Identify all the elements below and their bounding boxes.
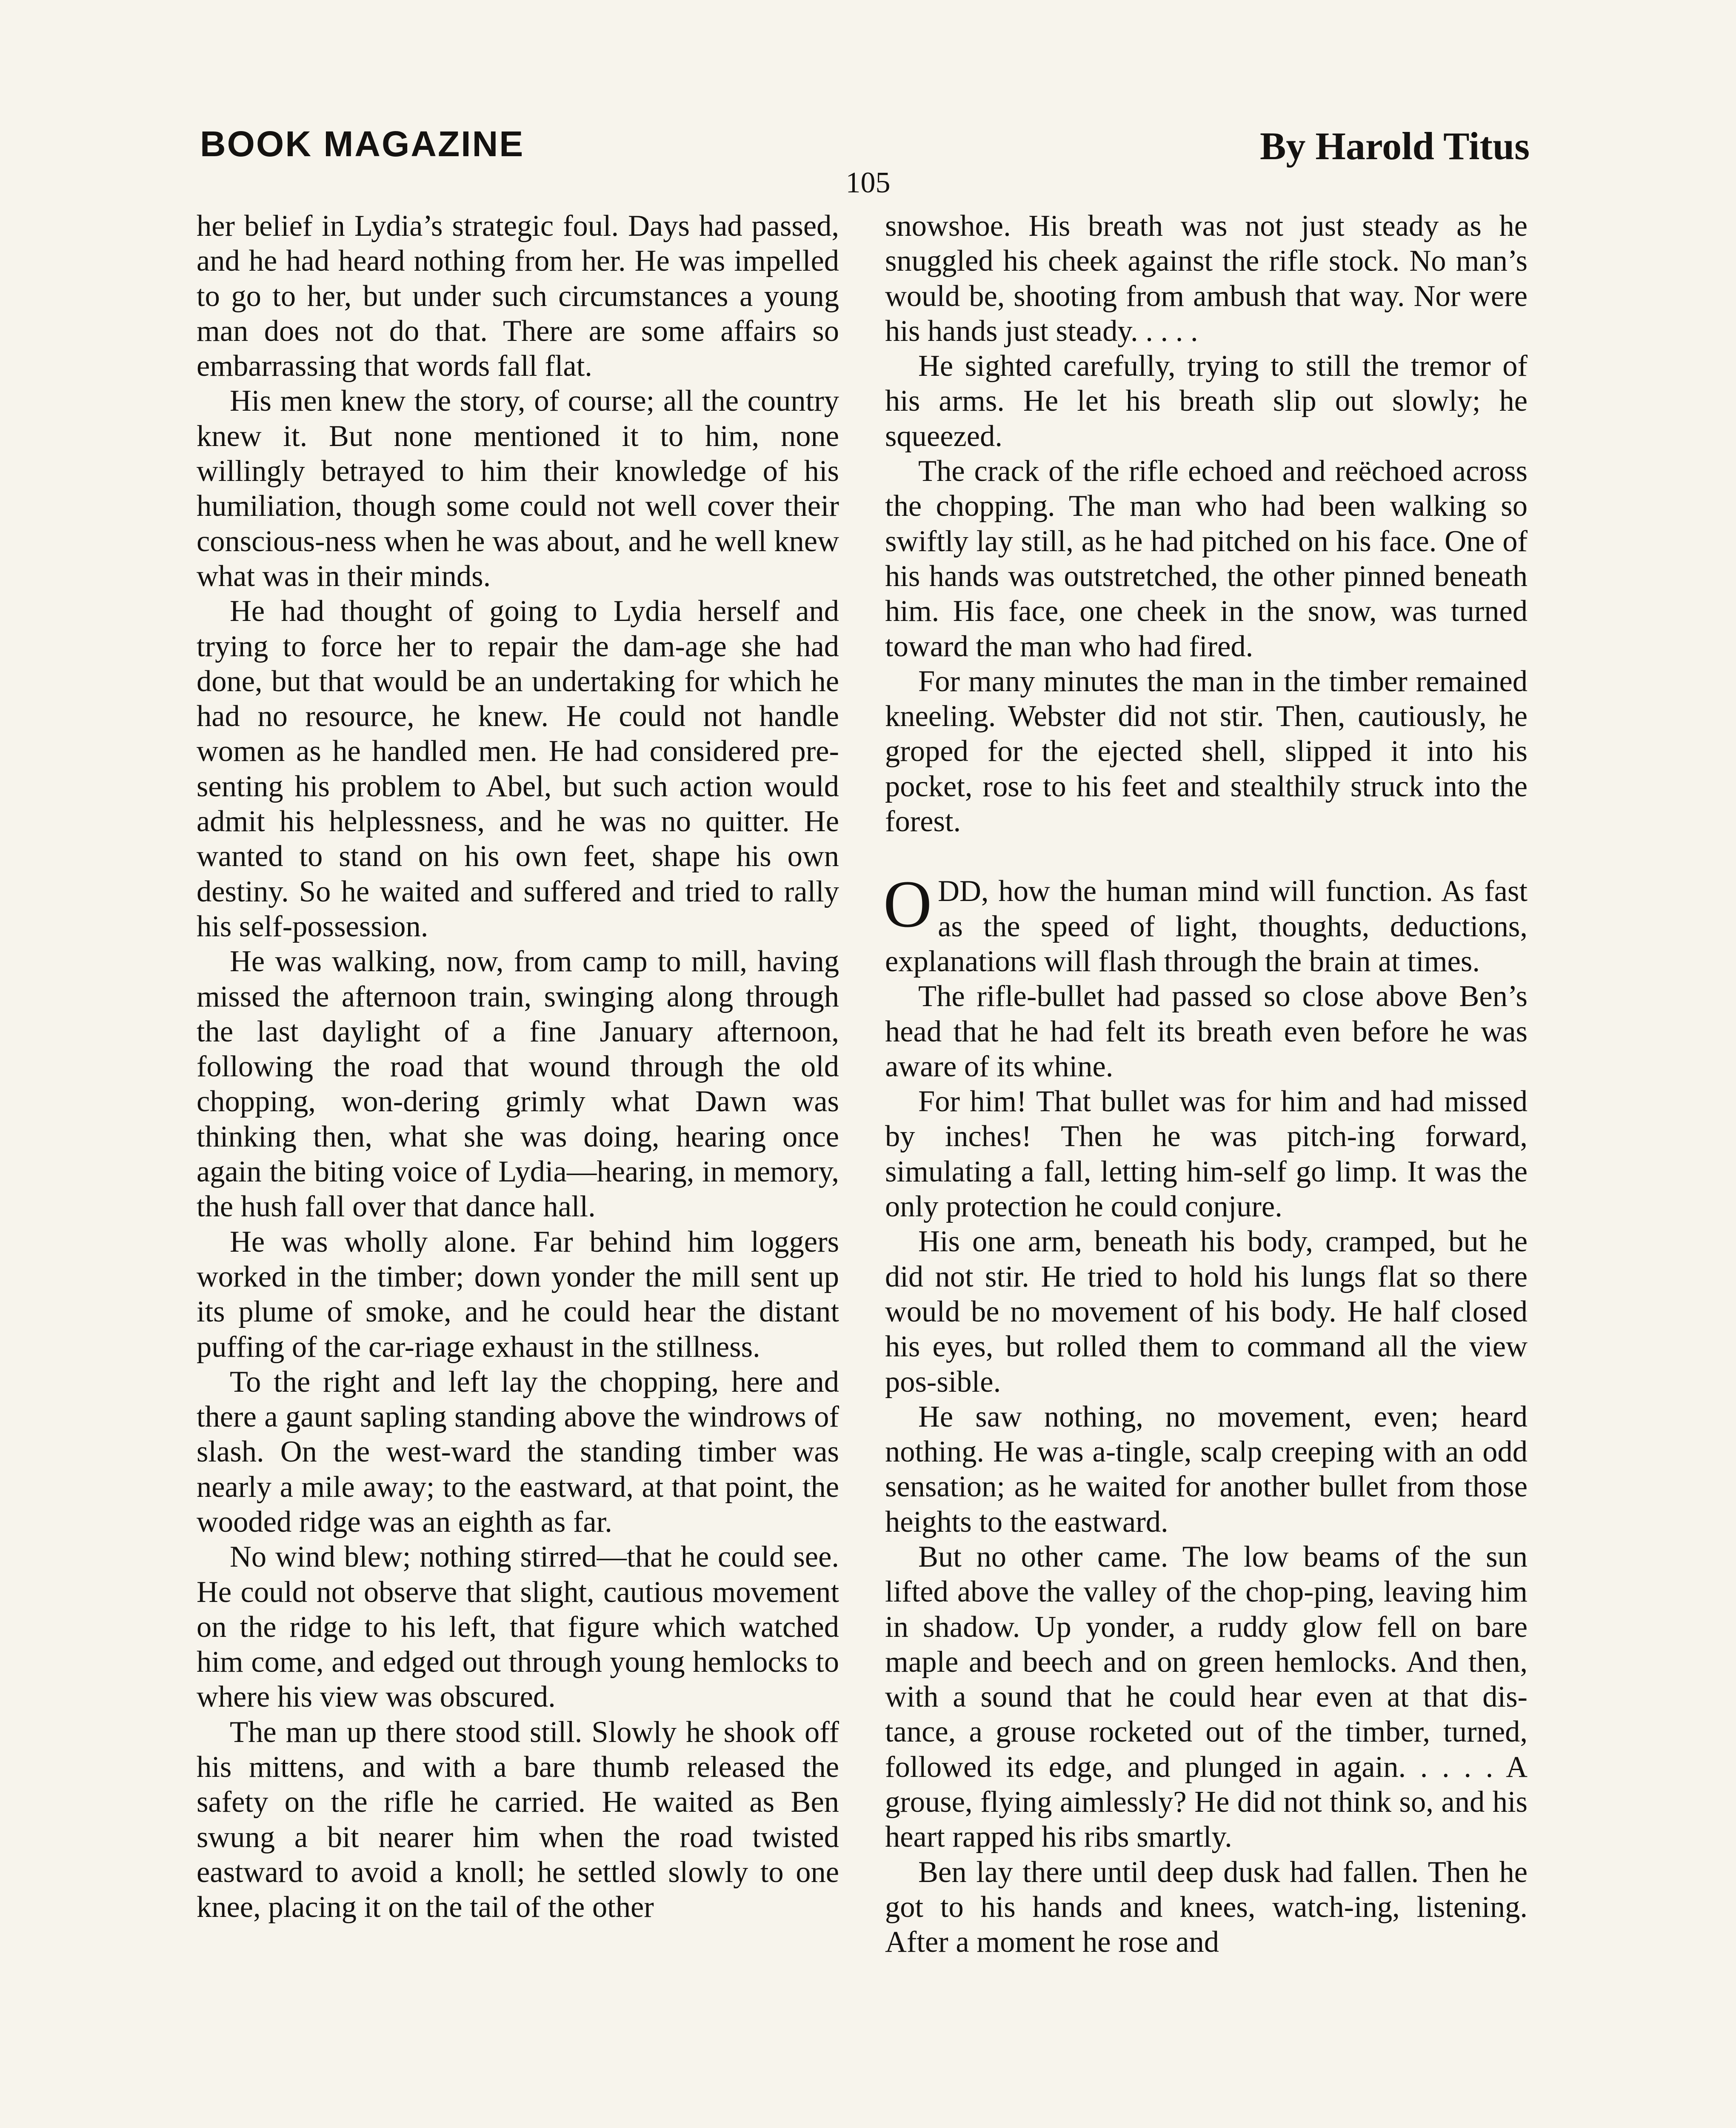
paragraph: His men knew the story, of course; all the country knew it. But none mentioned it to him, none willingly betrayed to him their knowledge of his humiliation, though some could not well cover their conscious-ness when he was about, and he well knew what was in their minds. xyxy=(197,384,839,593)
paragraph: snowshoe. His breath was not just steady as he snuggled his cheek against the rifle stock. No man’s would be, shooting from ambush that way. Nor were his hands just steady. . . . . xyxy=(885,209,1528,348)
paragraph: For many minutes the man in the timber remained kneeling. Webster did not stir. Then, cautiously, he groped for the ejected shell, slipped it into his pocket, rose to his feet and stealthily struck into the forest. xyxy=(885,664,1528,838)
paragraph: To the right and left lay the chopping, here and there a gaunt sapling standing above the windrows of slash. On the west-ward the standing timber was nearly a mile away; to the eastward, at that point, the wooded ridge was an eighth as far. xyxy=(197,1365,839,1539)
paragraph: The rifle-bullet had passed so close above Ben’s head that he had felt its breath even before he was aware of its whine. xyxy=(885,980,1528,1083)
running-head xyxy=(200,123,1530,170)
paragraph: Ben lay there until deep dusk had fallen. Then he got to his hands and knees, watch-ing, listening. After a moment he rose and xyxy=(885,1855,1528,1959)
magazine-title: BOOK MAGAZINE xyxy=(200,124,525,164)
paragraph: His one arm, beneath his body, cramped, but he did not stir. He tried to hold his lungs flat so there would be no movement of his body. He half closed his eyes, but rolled them to command all the view pos-sible. xyxy=(885,1225,1528,1399)
section-opening-paragraph xyxy=(883,867,1528,979)
paragraph: her belief in Lydia’s strategic foul. Days had passed, and he had heard nothing from her. He was impelled to go to her, but under such circumstances a young man does not do that. There are some affairs so embarrassing that words fall flat. xyxy=(197,209,839,383)
section-opening-text: DD, how the human mind will function. As fast as the speed of light, thoughts, deductions, explanations will flash through the brain at times. xyxy=(885,875,1528,978)
paragraph: He had thought of going to Lydia herself and trying to force her to repair the dam-age she had done, but that would be an undertaking for which he had no resource, he knew. He could not handle women as he handled men. He had considered pre-senting his problem to Abel, but such action would admit his helplessness, and he was no quitter. He wanted to stand on his own feet, shape his own destiny. So he waited and suffered and tried to rally his self-possession. xyxy=(197,595,839,943)
paragraph: But no other came. The low beams of the sun lifted above the valley of the chop-ping, leaving him in shadow. Up yonder, a ruddy glow fell on bare maple and beech and on green hemlocks. And then, with a sound that he could hear even at that dis-tance, a grouse rocketed out of the timber, turned, followed its edge, and plunged in again. . . . . A grouse, flying aimlessly? He did not think so, and his heart rapped his ribs smartly. xyxy=(885,1540,1528,1854)
paragraph: No wind blew; nothing stirred—that he could see. He could not observe that slight, cautious movement on the ridge to his left, that figure which watched him come, and edged out through young hemlocks to where his view was obscured. xyxy=(197,1540,839,1714)
paragraph: The man up there stood still. Slowly he shook off his mittens, and with a bare thumb released the safety on the rifle he carried. He waited as Ben swung a bit nearer him when the road twisted eastward to avoid a knoll; he settled slowly to one knee, placing it on the tail of the other xyxy=(197,1715,839,1924)
paragraph: He sighted carefully, trying to still the tremor of his arms. He let his breath slip out slowly; he squeezed. xyxy=(885,349,1528,453)
paragraph: He was wholly alone. Far behind him loggers worked in the timber; down yonder the mill sent up its plume of smoke, and he could hear the distant puffing of the car-riage exhaust in the stillness. xyxy=(197,1225,839,1364)
author-byline: By Harold Titus xyxy=(1259,124,1530,168)
paragraph: He was walking, now, from camp to mill, having missed the afternoon train, swinging along through the last daylight of a fine January afternoon, following the road that wound through the old chopping, won-dering grimly what Dawn was thinking then, what she was doing, hearing once again the biting voice of Lydia—hearing, in memory, the hush fall over that dance hall. xyxy=(197,945,839,1224)
paragraph: For him! That bullet was for him and had missed by inches! Then he was pitch-ing forward, simulating a fall, letting him-self go limp. It was the only protection he could conjure. xyxy=(885,1085,1528,1224)
paragraph: He saw nothing, no movement, even; heard nothing. He was a-tingle, scalp creeping with an odd sensation; as he waited for another bullet from those heights to the eastward. xyxy=(885,1400,1528,1539)
paragraph: The crack of the rifle echoed and reëchoed across the chopping. The man who had been walking so swiftly lay still, as he had pitched on his face. One of his hands was outstretched, the other pinned beneath him. His face, one cheek in the snow, was turned toward the man who had fired. xyxy=(885,455,1528,663)
page-number: 105 xyxy=(845,166,891,199)
left-column xyxy=(197,209,839,1925)
right-column xyxy=(885,209,1528,1960)
drop-cap: O xyxy=(883,867,932,942)
